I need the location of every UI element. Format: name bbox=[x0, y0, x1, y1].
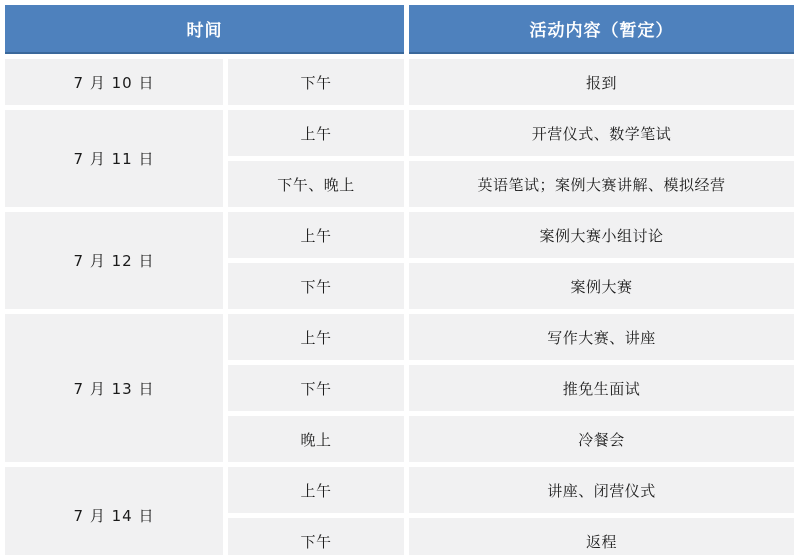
period-cell: 上午 bbox=[228, 212, 404, 258]
activity-cell: 返程 bbox=[409, 518, 794, 555]
period-cell: 下午 bbox=[228, 365, 404, 411]
date-cell: 7 月 10 日 bbox=[5, 59, 223, 105]
date-cell: 7 月 13 日 bbox=[5, 314, 223, 462]
activity-cell: 讲座、闭营仪式 bbox=[409, 467, 794, 513]
activity-cell: 开营仪式、数学笔试 bbox=[409, 110, 794, 156]
activity-cell: 案例大赛小组讨论 bbox=[409, 212, 794, 258]
date-cell: 7 月 12 日 bbox=[5, 212, 223, 309]
activity-cell: 冷餐会 bbox=[409, 416, 794, 462]
date-cell: 7 月 11 日 bbox=[5, 110, 223, 207]
header-activity: 活动内容（暂定） bbox=[409, 5, 794, 54]
table-row bbox=[5, 467, 794, 513]
period-cell: 上午 bbox=[228, 314, 404, 360]
header-row bbox=[5, 5, 794, 54]
period-cell: 上午 bbox=[228, 467, 404, 513]
period-cell: 晚上 bbox=[228, 416, 404, 462]
period-cell: 下午 bbox=[228, 263, 404, 309]
period-cell: 下午 bbox=[228, 59, 404, 105]
table-row bbox=[5, 314, 794, 360]
activity-cell: 英语笔试；案例大赛讲解、模拟经营 bbox=[409, 161, 794, 207]
activity-cell: 推免生面试 bbox=[409, 365, 794, 411]
header-time: 时间 bbox=[5, 5, 404, 54]
period-cell: 下午、晚上 bbox=[228, 161, 404, 207]
activity-cell: 案例大赛 bbox=[409, 263, 794, 309]
period-cell: 下午 bbox=[228, 518, 404, 555]
table-row bbox=[5, 110, 794, 156]
period-cell: 上午 bbox=[228, 110, 404, 156]
table-row bbox=[5, 212, 794, 258]
date-cell: 7 月 14 日 bbox=[5, 467, 223, 555]
table-row bbox=[5, 59, 794, 105]
activity-cell: 报到 bbox=[409, 59, 794, 105]
activity-cell: 写作大赛、讲座 bbox=[409, 314, 794, 360]
